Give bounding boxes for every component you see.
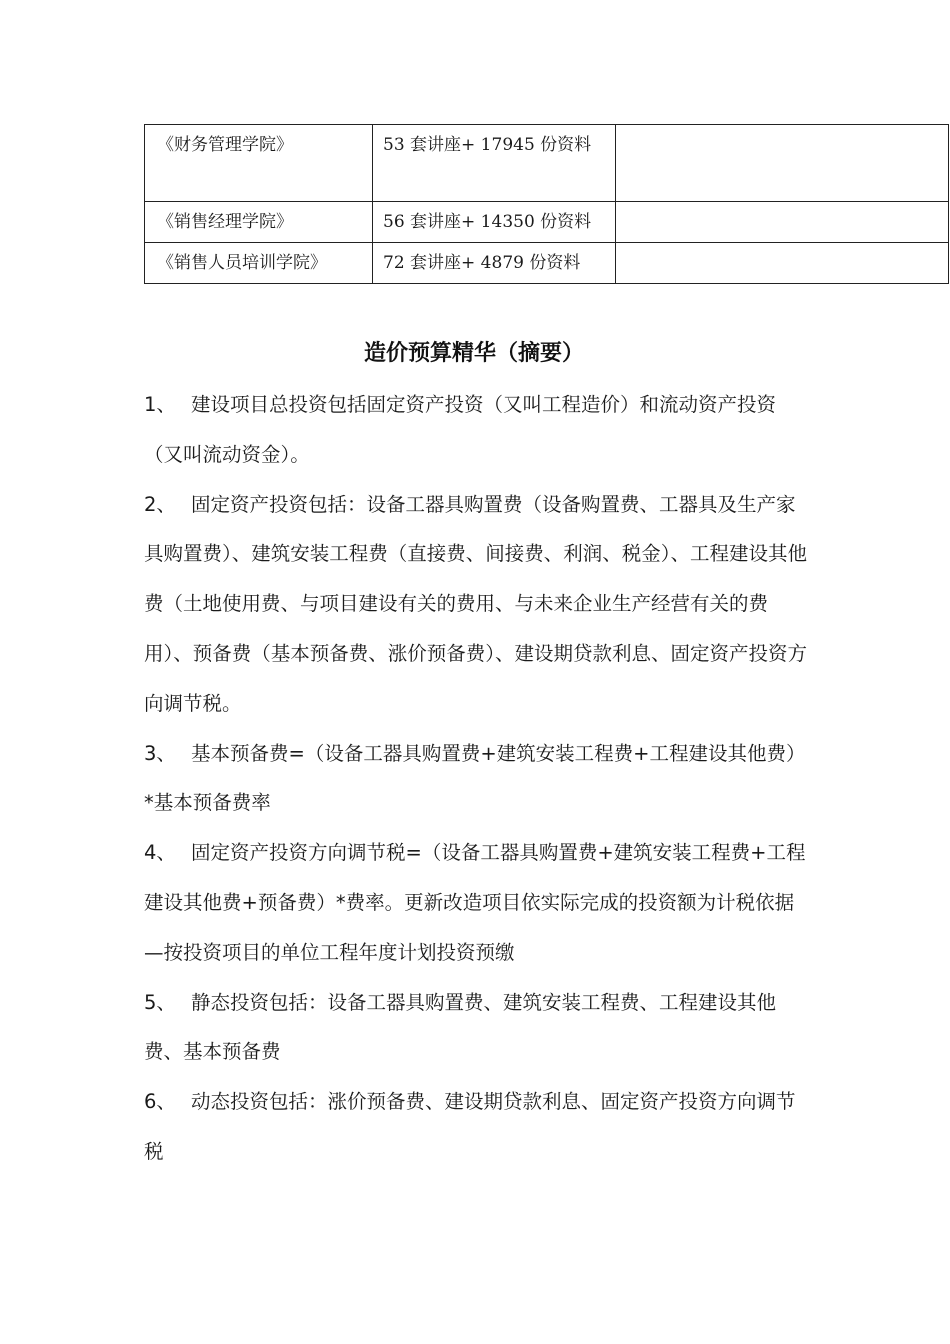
table-cell-detail: 72 套讲座+ 4879 份资料 [373, 243, 616, 284]
item-number: 1、 [144, 393, 176, 416]
item-text: 基本预备费=（设备工器具购置费+建筑安装工程费+工程建设其他费）*基本预备费率 [144, 741, 806, 815]
table-cell-name: 《财务管理学院》 [145, 125, 373, 202]
item-number: 2、 [144, 492, 176, 516]
table-row [145, 243, 949, 284]
table-cell-note [616, 202, 949, 243]
item-number: 5、 [144, 990, 176, 1014]
table-cell-detail: 53 套讲座+ 17945 份资料 [373, 125, 616, 202]
table-cell-note [616, 125, 949, 202]
table-cell-detail: 56 套讲座+ 14350 份资料 [373, 202, 616, 243]
table-cell-name: 《销售经理学院》 [145, 202, 373, 243]
resource-table [144, 124, 949, 284]
list-item [144, 1077, 809, 1177]
table-row [145, 125, 949, 202]
list-item [144, 480, 809, 729]
item-text: 固定资产投资包括：设备工器具购置费（设备购置费、工器具及生产家具购置费）、建筑安装工程费（直接费、间接费、利润、税金）、工程建设其他费（土地使用费、与项目建设有关的费用、与未来企业生产经营有关的费用）、预备费（基本预备费、涨价预备费）、建设期贷款利息、固定资产投资方向调节税。 [144, 492, 808, 715]
item-number: 6、 [144, 1090, 176, 1114]
item-text: 动态投资包括：涨价预备费、建设期贷款利息、固定资产投资方向调节税 [144, 1090, 796, 1163]
list-item [144, 978, 809, 1078]
summary-list [144, 380, 809, 1177]
item-number: 3、 [144, 741, 176, 765]
item-text: 静态投资包括：设备工器具购置费、建筑安装工程费、工程建设其他费、基本预备费 [144, 990, 777, 1064]
item-text: 建设项目总投资包括固定资产投资（又叫工程造价）和流动资产投资（又叫流动资金）。 [144, 393, 777, 466]
item-text: 固定资产投资方向调节税=（设备工器具购置费+建筑安装工程费+工程建设其他费+预备费）*费率。更新改造项目依实际完成的投资额为计税依据—按投资项目的单位工程年度计划投资预缴 [144, 841, 806, 964]
list-item [144, 828, 809, 977]
table-cell-name: 《销售人员培训学院》 [145, 243, 373, 284]
item-number: 4、 [144, 841, 176, 865]
section-title: 造价预算精华（摘要） [363, 341, 584, 366]
list-item [144, 380, 809, 480]
table-row [145, 202, 949, 243]
table-cell-note [616, 243, 949, 284]
list-item [144, 729, 809, 829]
